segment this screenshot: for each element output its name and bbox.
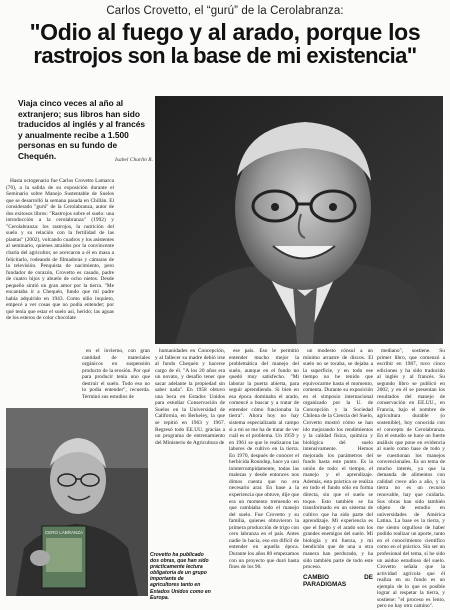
side-photo-svg	[6, 408, 148, 596]
body-column-6	[377, 348, 445, 610]
body-column-3-text: humanidades en Concepción, y al fallecer su madre debió irse al fundo Chequén y hacerse cargo de él. "A los 20 años era un novato, y desafío tener que sacar adelante la propiedad sin saber nada". En 1958 obtuvo una beca en Estados Unidos para estudiar Conservación de Suelos en la Universidad de California, en Berkeley, la que se repitió en 1963 y 1967. Regresó todo EE.UU. gracias a un programa de entrenamiento del Ministerio de Agricultura de	[155, 348, 225, 446]
body-column-2-text: en el invierno, con gran cantidad de materiales orgánicos en suspensión producto de la erosión. Por qué para producir tenía uno que destruir el suelo. Todo eso no lo podía entender", recuerda. Terminó sus estudios de	[82, 348, 150, 400]
body-column-4-text: ese país. Eso le permitió entender mucho mejor la problemática del manejo del suelo, aunque en el fundo no quedó muy satisfecho. "Mi laborar la puerta abierta, para seguir aprendiendo. Si bien en esa época dominaba el arado, comencé a buscar y a tratar de entender cómo funcionaba la tierra". Ahora hoy no hay sistema especializado al campo si a mi se me ha de tratar de ver cuál es el problema. Un 1959 y en 1961 se que le realizaron las labores de cultivo en la tierra. En 1970, después de conocer el herbicida Roundup, hace ya casi ininterrumpidamente, todas las malezas y desde entonces nos dimos cuenta que no era necesario arar. En base a la experiencia que obtuve, dije que era un momento tremendo en que cambiaba todo el manejo del suelo. Fue Crovetto y su familia, quienes obtuvieron la primera producción de trigo con cero labranza en el país. Antes nadie lo hacía, eso era difícil de entender en aquella época. Durante los años 80 empezamos con un proyecto que duró hasta fines de los 90.	[229, 348, 299, 571]
body-column-5	[303, 348, 373, 596]
portrait-photo-icon	[155, 96, 443, 344]
kicker: Carlos Crovetto, el “gurú” de la Cerolabranza:	[106, 5, 344, 17]
headline-line-2: rastrojos son la base de mi existencia"	[33, 43, 417, 68]
subhead: CAMBIO DE PARADIGMAS	[303, 573, 373, 588]
headline	[6, 20, 444, 68]
body-column-1-text: Hasta octogenario fue Carlos Crovetto Lamarca (70), a la salida de su exposición durante el Seminario sobre Manejo Sustentable de Suelos que se desarrolló la semana pasada en Chillán. El considerado "gurú" de la Cerolabranza, autor de dos exitosos libros: "Rastrojos sobre el suelo: una introducción a la cerolabranza" (1992) y "Cerolabranza: los rastrojos, la nutrición del suelo y su relación con la fertilidad de las plantas" (2002), volcando cuadros y los asistentes al seminario, quienes atraídos por la convincente charla del agricultor, se acercaron a él en masa a felicitarlo, rodeando de filmadoras y cámaras de la televisión. Penquista de nacimiento, pero fundador de corazón, Crovetto es casado, padre de cuatro hijos y abuelo de ocho nietos. Desde pequeño sintió un gran amor por la tierra. "Me encantaba ir a Chequén, fundo que mi padre había adquirido en 1943. Como niño inquieto, empecé a ver cosas que no podía entender; por qué tenía que estar el suelo así, herido; las aguas de los esteros de color chocolate	[6, 178, 114, 322]
book-portrait-photo-icon	[6, 408, 148, 596]
photo-caption: Crovetto ha publicado dos obras, que han sido prácticamente lectura obligatoria de un grupo importante de agricultores tanto en Estados Unidos como en Europa.	[150, 552, 211, 601]
book-title: CERO LABRANZA	[44, 530, 84, 535]
body-column-6-text: mediano", sostiene. Su primer libro, que comenzó a escribir en 1987, tuvo cinco ediciones y ha sido traducido al inglés y al francés. Su segundo libro se publicó en 2002, y en él se presentan los resultados del manejo de conservación en EE.UU., en Francia, bajo el nombre de agricultura durable (o sostenible), hoy conocida con el concepto de Cerolabranza. En el estudio se hace un fuerte análisis que pone en evidencia al suelo como base de todo y se cuestionan los manejos convencionales. Es un tema de mucho interés, ya que la demanda de alimentos con calidad crece año a año, y la tierra no es un recurso renovable, hay que cuidarla. Sus obras han sido también objeto de estudio en universidades de América Latina. La base es la tierra, y me siento orgulloso de haber podido realizar un aporte, tanto en el conocimiento científico como en el práctico. Sin ser un profesional del tema, sí he sido un asiduo estudioso del suelo. Crovetto señala que la actividad agrícola que él realiza en su fundo es un ejemplo de lo que es posible lograr al respetar la tierra, y sostiene: "el proceso es lento, pero no hay otro camino".	[377, 348, 445, 610]
body-column-4	[229, 348, 299, 596]
deck: Viaja cinco veces al año al extranjero; sus libros han sido traducidos al inglés y al francés y anualmente recibe a 1.500 personas en su fundo de Chequén.	[18, 98, 146, 161]
body-column-2	[82, 348, 150, 402]
headline-line-1: "Odio al fuego y al arado, porque los	[29, 19, 421, 45]
body-column-3	[155, 348, 225, 548]
portrait-photo-svg	[155, 96, 443, 344]
body-column-5-text: un modesto cónsul a un mínimo arrastre de discos. El suelo no se tocaba, se dejaba a la superficie, y en todo ese tiempo no he tenido que equivocarme hasta el momento, comenta. Durante su exposición en el simposio internacional organizado por la U. de Concepción y la Sociedad Chilena de la Ciencia del Suelo, Crovetto mostró cómo se han ido mejorando los rendimientos y la calidad física, química y biológica del suelo intensivamente. Hemos mejorado los parámetros del fundo hasta este punto. Es la unión de todo: el tiempo, el manejo y el aprendizaje. Además, esta práctica se realiza en todo el fundo sólo en forma directa, sin que el suelo se toque. Esto también se ha transformado en un sistema de cultivo que ha sido parte del aprendizaje. Mi experiencia es que el fuego y el arado son los grandes enemigos del suelo. Mi biología y mi fuerza, y mi bendición que de una u otra manera han perdurado, y ha sido también parte de todo este proceso.	[303, 348, 373, 571]
photo-credit: Isabel Charlin R.	[114, 157, 153, 163]
